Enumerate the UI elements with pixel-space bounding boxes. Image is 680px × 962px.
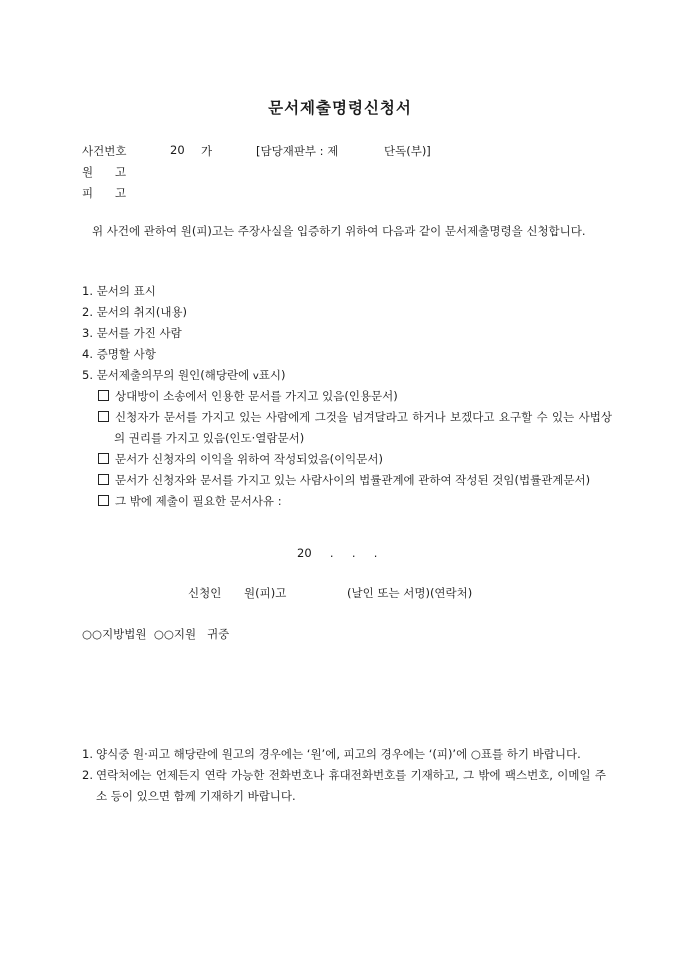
checkbox[interactable] bbox=[98, 390, 109, 401]
document-title: 문서제출명령신청서 bbox=[268, 99, 412, 117]
footnote-item: 2. 연락처에는 언제든지 연락 가능한 전화번호나 휴대전화번호를 기재하고, 그 밖에 팩스번호, 이메일 주소 등이 있으면 함께 기재하기 바랍니다. bbox=[82, 768, 606, 803]
checkbox[interactable] bbox=[98, 474, 109, 485]
list-item: 2. 문서의 취지(내용) bbox=[82, 305, 188, 319]
division-label: [담당재판부 : 제 bbox=[256, 144, 339, 158]
signature-note: (날인 또는 서명)(연락처) bbox=[347, 586, 473, 600]
list-item-5: 5. 문서제출의무의 원인(해당란에 v표시) bbox=[82, 368, 286, 382]
checkbox[interactable] bbox=[98, 411, 109, 422]
defendant-label: 피 고 bbox=[82, 186, 127, 200]
intro-paragraph bbox=[82, 221, 602, 242]
check-mark-icon: v bbox=[252, 371, 259, 382]
court-addressee: ○○지방법원 ○○지원 귀중 bbox=[82, 627, 230, 641]
footnotes bbox=[82, 744, 606, 807]
list-item: 3. 문서를 가진 사람 bbox=[82, 326, 182, 340]
plaintiff-label: 원 고 bbox=[82, 165, 127, 179]
request-items bbox=[82, 281, 612, 512]
checkbox-option[interactable]: 문서가 신청자의 이익을 위하여 작성되었음(이익문서) bbox=[82, 449, 612, 470]
checkbox-option[interactable]: 신청자가 문서를 가지고 있는 사람에게 그것을 넘겨달라고 하거나 보겠다고 요구할 수 있는 사법상의 권리를 가지고 있음(인도·열람문서) bbox=[82, 407, 612, 449]
list-item: 1. 문서의 표시 bbox=[82, 284, 156, 298]
date-line: 20 . . . bbox=[297, 546, 378, 560]
checkbox-option[interactable]: 그 밖에 제출이 필요한 문서사유 : bbox=[82, 491, 612, 512]
case-type: 가 bbox=[201, 144, 213, 158]
applicant-label: 신청인 bbox=[188, 586, 222, 600]
applicant-role: 원(피)고 bbox=[244, 586, 287, 600]
intro-text: 위 사건에 관하여 원(피)고는 주장사실을 입증하기 위하여 다음과 같이 문서제출명령을 신청합니다. bbox=[92, 224, 586, 238]
checkbox-option[interactable]: 상대방이 소송에서 인용한 문서를 가지고 있음(인용문서) bbox=[82, 386, 612, 407]
list-item: 4. 증명할 사항 bbox=[82, 347, 156, 361]
checkbox[interactable] bbox=[98, 495, 109, 506]
division-suffix: 단독(부)] bbox=[384, 144, 431, 158]
case-number-label: 사건번호 bbox=[82, 144, 127, 158]
footnote-item: 1. 양식중 원·피고 해당란에 원고의 경우에는 ‘원’에, 피고의 경우에는 ‘(피)’에 ○표를 하기 바랍니다. bbox=[82, 747, 581, 761]
case-year-prefix: 20 bbox=[170, 143, 185, 157]
checkbox[interactable] bbox=[98, 453, 109, 464]
checkbox-option[interactable]: 문서가 신청자와 문서를 가지고 있는 사람사이의 법률관계에 관하여 작성된 것임(법률관계문서) bbox=[82, 470, 612, 491]
